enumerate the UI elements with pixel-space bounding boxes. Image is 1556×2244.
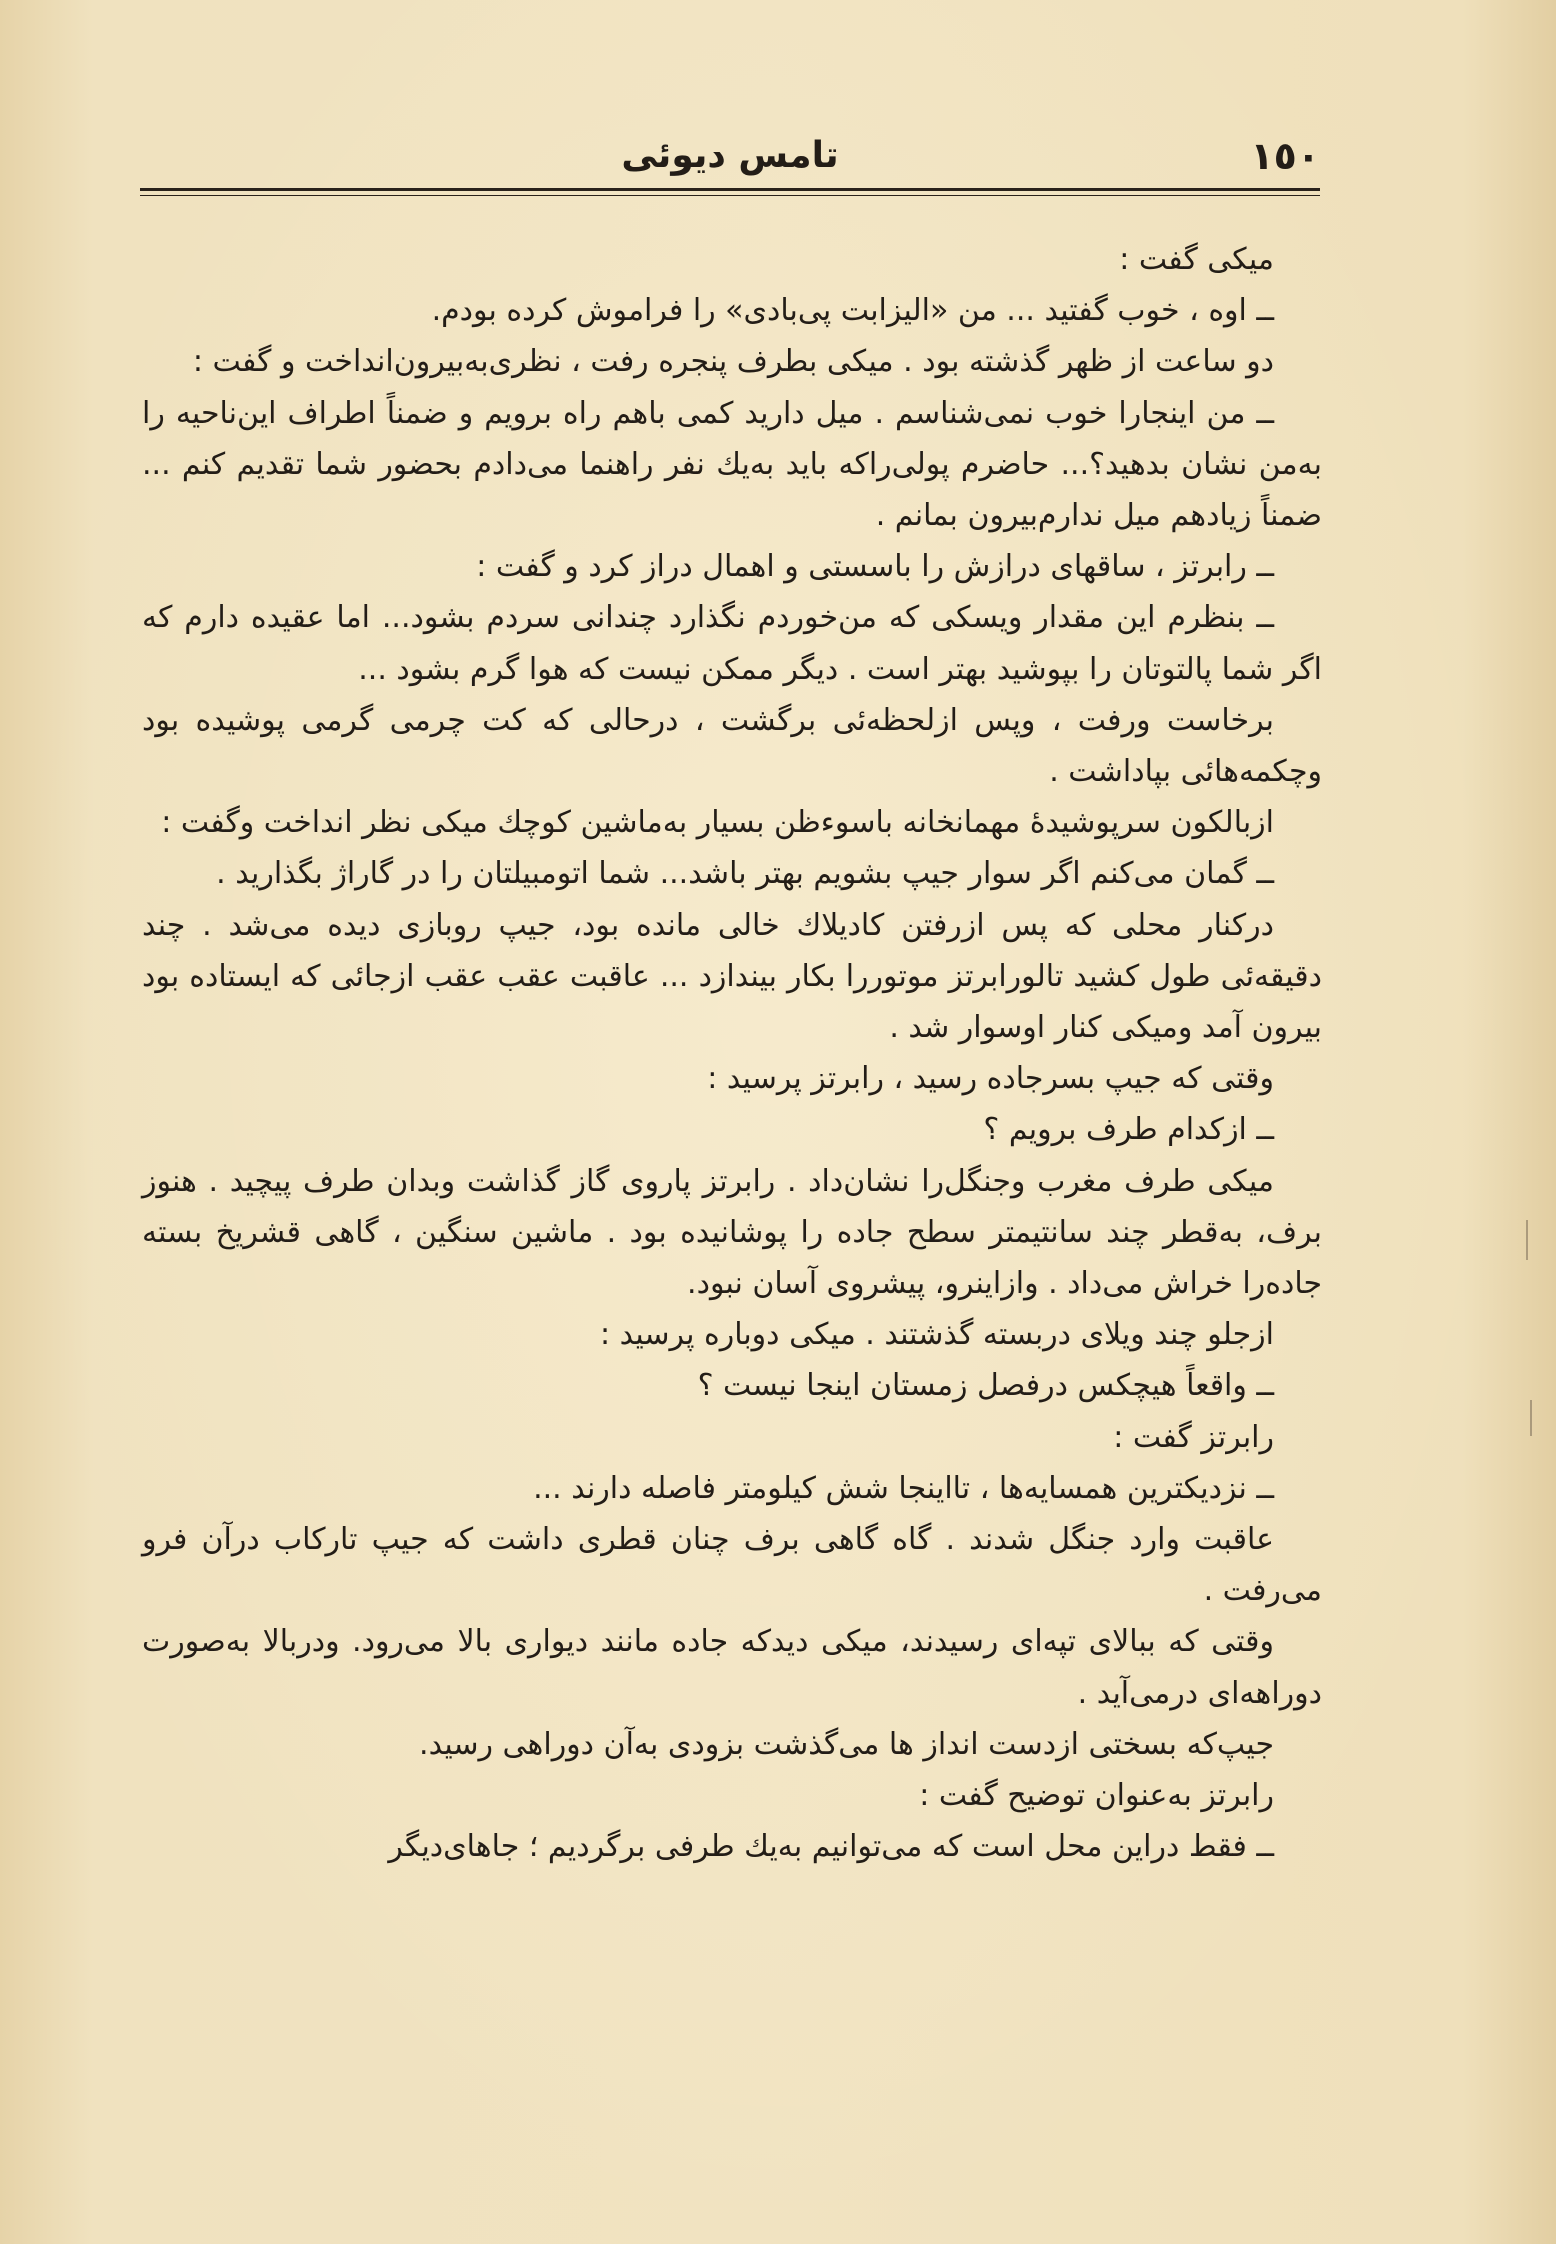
page-header <box>140 126 1320 186</box>
paragraph: ــ فقط دراین محل است که می‌توانیم به‌یك طرفی برگردیم ؛ جاهای‌دیگر <box>388 1829 1274 1865</box>
paragraph: ــ اوه ، خوب گفتید ... من «الیزابت پی‌بادی» را فراموش کرده بودم. <box>431 293 1274 329</box>
paragraph: میکی طرف مغرب وجنگل‌را نشان‌داد . رابرتز پاروی گاز گذاشت وبدان طرف پیچید . هنوز برف، به‌قطر چند سانتیمتر سطح جاده را پوشانیده بود . ماشین سنگین ، گاهی قشریخ بسته جاده‌را خراش می‌داد . وازاینرو، پیشروی آسان نبود. <box>142 1163 1322 1302</box>
running-title: تامس دیوئی <box>621 135 839 176</box>
paragraph: ــ رابرتز ، ساقهای درازش را باسستی و اهمال دراز کرد و گفت : <box>476 549 1274 585</box>
paragraph: درکنار محلی که پس ازرفتن کادیلاك خالی مانده بود، جیپ روبازی دیده می‌شد . چند دقیقه‌ئی طول کشید تالورابرتز موتوررا بکار بیندازد ... عاقبت عقب عقب ازجائی که ایستاده بود بیرون آمد ومیکی کنار اوسوار شد . <box>142 907 1322 1046</box>
body-text <box>142 234 1322 1873</box>
header-rule-thin <box>140 195 1320 196</box>
paragraph: ازجلو چند ویلای دربسته گذشتند . میکی دوباره پرسید : <box>599 1317 1274 1353</box>
paragraph: ازبالکون سرپوشیدهٔ مهمانخانه باسوءظن بسیار به‌ماشین کوچك میکی نظر انداخت وگفت : <box>161 805 1274 841</box>
margin-mark <box>1530 1400 1532 1436</box>
page-number: ١٥٠ <box>1250 134 1320 178</box>
paragraph: ــ من اینجارا خوب نمی‌شناسم . میل دارید کمی باهم راه برویم و ضمناً اطراف این‌ناحیه را به‌من نشان بدهید؟... حاضرم پولی‌راکه باید به‌یك نفر راهنما می‌دادم بحضور شما تقدیم کنم ... ضمناً زیادهم میل ندارم‌بیرون بمانم . <box>142 395 1322 534</box>
paragraph: میکی گفت : <box>1119 242 1274 277</box>
paragraph: عاقبت وارد جنگل شدند . گاه گاهی برف چنان قطری داشت که جیپ تارکاب درآن فرو می‌رفت . <box>142 1522 1322 1609</box>
paragraph: وقتی که جیپ بسرجاده رسید ، رابرتز پرسید : <box>707 1061 1274 1097</box>
paragraph: ــ واقعاً هیچکس درفصل زمستان اینجا نیست ؟ <box>697 1368 1274 1404</box>
paragraph: ــ ازکدام طرف برویم ؟ <box>983 1112 1274 1148</box>
paragraph: دو ساعت از ظهر گذشته بود . میکی بطرف پنجره رفت ، نظری‌به‌بیرون‌انداخت و گفت : <box>192 344 1274 380</box>
paragraph: ــ نزدیکترین همسایه‌ها ، تااینجا شش کیلومتر فاصله دارند ... <box>533 1470 1274 1506</box>
paragraph: رابرتز به‌عنوان توضیح گفت : <box>919 1778 1274 1814</box>
header-rule <box>140 188 1320 191</box>
paragraph: ــ گمان می‌کنم اگر سوار جیپ بشویم بهتر باشد... شما اتومبیلتان را در گاراژ بگذارید . <box>216 856 1274 892</box>
paragraph: برخاست ورفت ، وپس ازلحظه‌ئی برگشت ، درحالی که کت چرمی گرمی پوشیده بود وچکمه‌هائی بپاداشت . <box>142 702 1322 790</box>
margin-mark <box>1526 1220 1528 1260</box>
paragraph: رابرتز گفت : <box>1113 1419 1274 1455</box>
paragraph: وقتی که ببالای تپه‌ای رسیدند، میکی دیدکه جاده مانند دیواری بالا می‌رود. ودربالا به‌صورت دوراهه‌ای درمی‌آید . <box>142 1624 1322 1711</box>
paragraph: ــ بنظرم این مقدار ویسکی که من‌خوردم نگذارد چندانی سردم بشود... اما عقیده دارم که اگر شما پالتوتان را بپوشید بهتر است . دیگر ممکن نیست که هوا گرم بشود ... <box>142 600 1322 687</box>
paragraph: جیپ‌که بسختی ازدست انداز ها می‌گذشت بزودی به‌آن دوراهی رسید. <box>419 1726 1274 1762</box>
